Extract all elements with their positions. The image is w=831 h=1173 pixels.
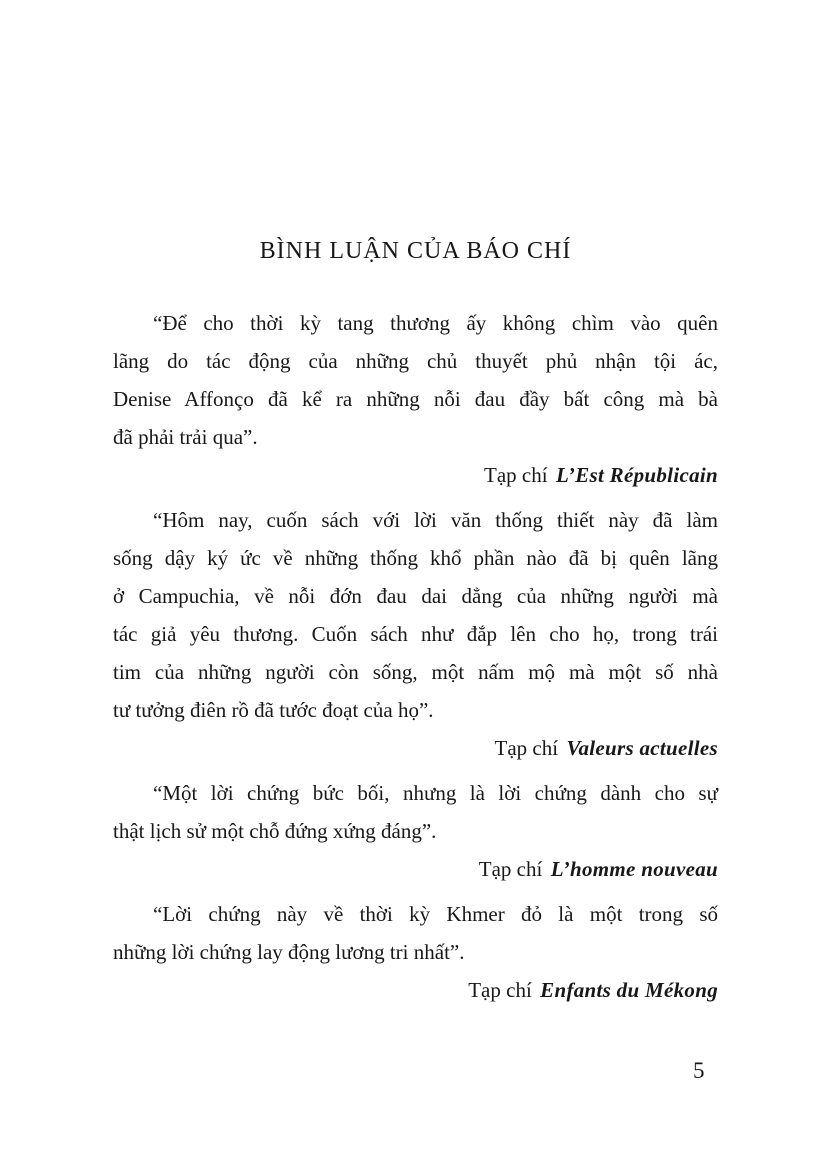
quote-line: “Hôm nay, cuốn sách với lời văn thống thiết này đã làm: [153, 508, 718, 532]
attribution-prefix: Tạp chí: [494, 736, 559, 760]
quote-line: ở Campuchia, về nỗi đớn đau dai dẳng của những người mà: [113, 584, 718, 608]
quote-line: “Một lời chứng bức bối, nhưng là lời chứng dành cho sự: [153, 781, 718, 805]
quote-line: tim của những người còn sống, một nấm mộ mà một số nhà: [113, 660, 718, 684]
quote-line: đã phải trải qua”.: [113, 425, 258, 449]
quotes-section: [113, 304, 718, 1016]
quote-line: Denise Affonço đã kể ra những nỗi đau đầy bất công mà bà: [113, 387, 718, 411]
quote-block: [113, 501, 718, 767]
attribution-line: [113, 971, 718, 1009]
attribution-source: Valeurs actuelles: [566, 736, 718, 760]
page-number: 5: [693, 1058, 705, 1083]
quote-line: những lời chứng lay động lương tri nhất”.: [113, 940, 465, 964]
attribution-source: Enfants du Mékong: [540, 978, 718, 1002]
quote-line: sống dậy ký ức về những thống khổ phần nào đã bị quên lãng: [113, 546, 718, 570]
attribution-prefix: Tạp chí: [484, 463, 548, 487]
attribution-prefix: Tạp chí: [478, 857, 543, 881]
quote-line: lãng do tác động của những chủ thuyết phủ nhận tội ác,: [113, 349, 718, 373]
attribution-source: L’Est Républicain: [555, 463, 718, 487]
attribution-line: [113, 850, 718, 888]
page-title: BÌNH LUẬN CỦA BÁO CHÍ: [259, 238, 572, 264]
quote-block: [113, 774, 718, 888]
quote-line: “Để cho thời kỳ tang thương ấy không chìm vào quên: [153, 311, 718, 335]
quote-block: [113, 895, 718, 1009]
quote-line: thật lịch sử một chỗ đứng xứng đáng”.: [113, 819, 437, 843]
quote-line: tư tưởng điên rồ đã tước đoạt của họ”.: [113, 698, 434, 722]
attribution-line: [113, 729, 718, 767]
quote-block: [113, 304, 718, 494]
quote-line: tác giả yêu thương. Cuốn sách như đắp lên cho họ, trong trái: [113, 622, 718, 646]
quote-line: “Lời chứng này về thời kỳ Khmer đỏ là một trong số: [153, 902, 718, 926]
attribution-prefix: Tạp chí: [468, 978, 532, 1002]
attribution-source: L’homme nouveau: [550, 857, 718, 881]
attribution-line: [113, 456, 718, 494]
